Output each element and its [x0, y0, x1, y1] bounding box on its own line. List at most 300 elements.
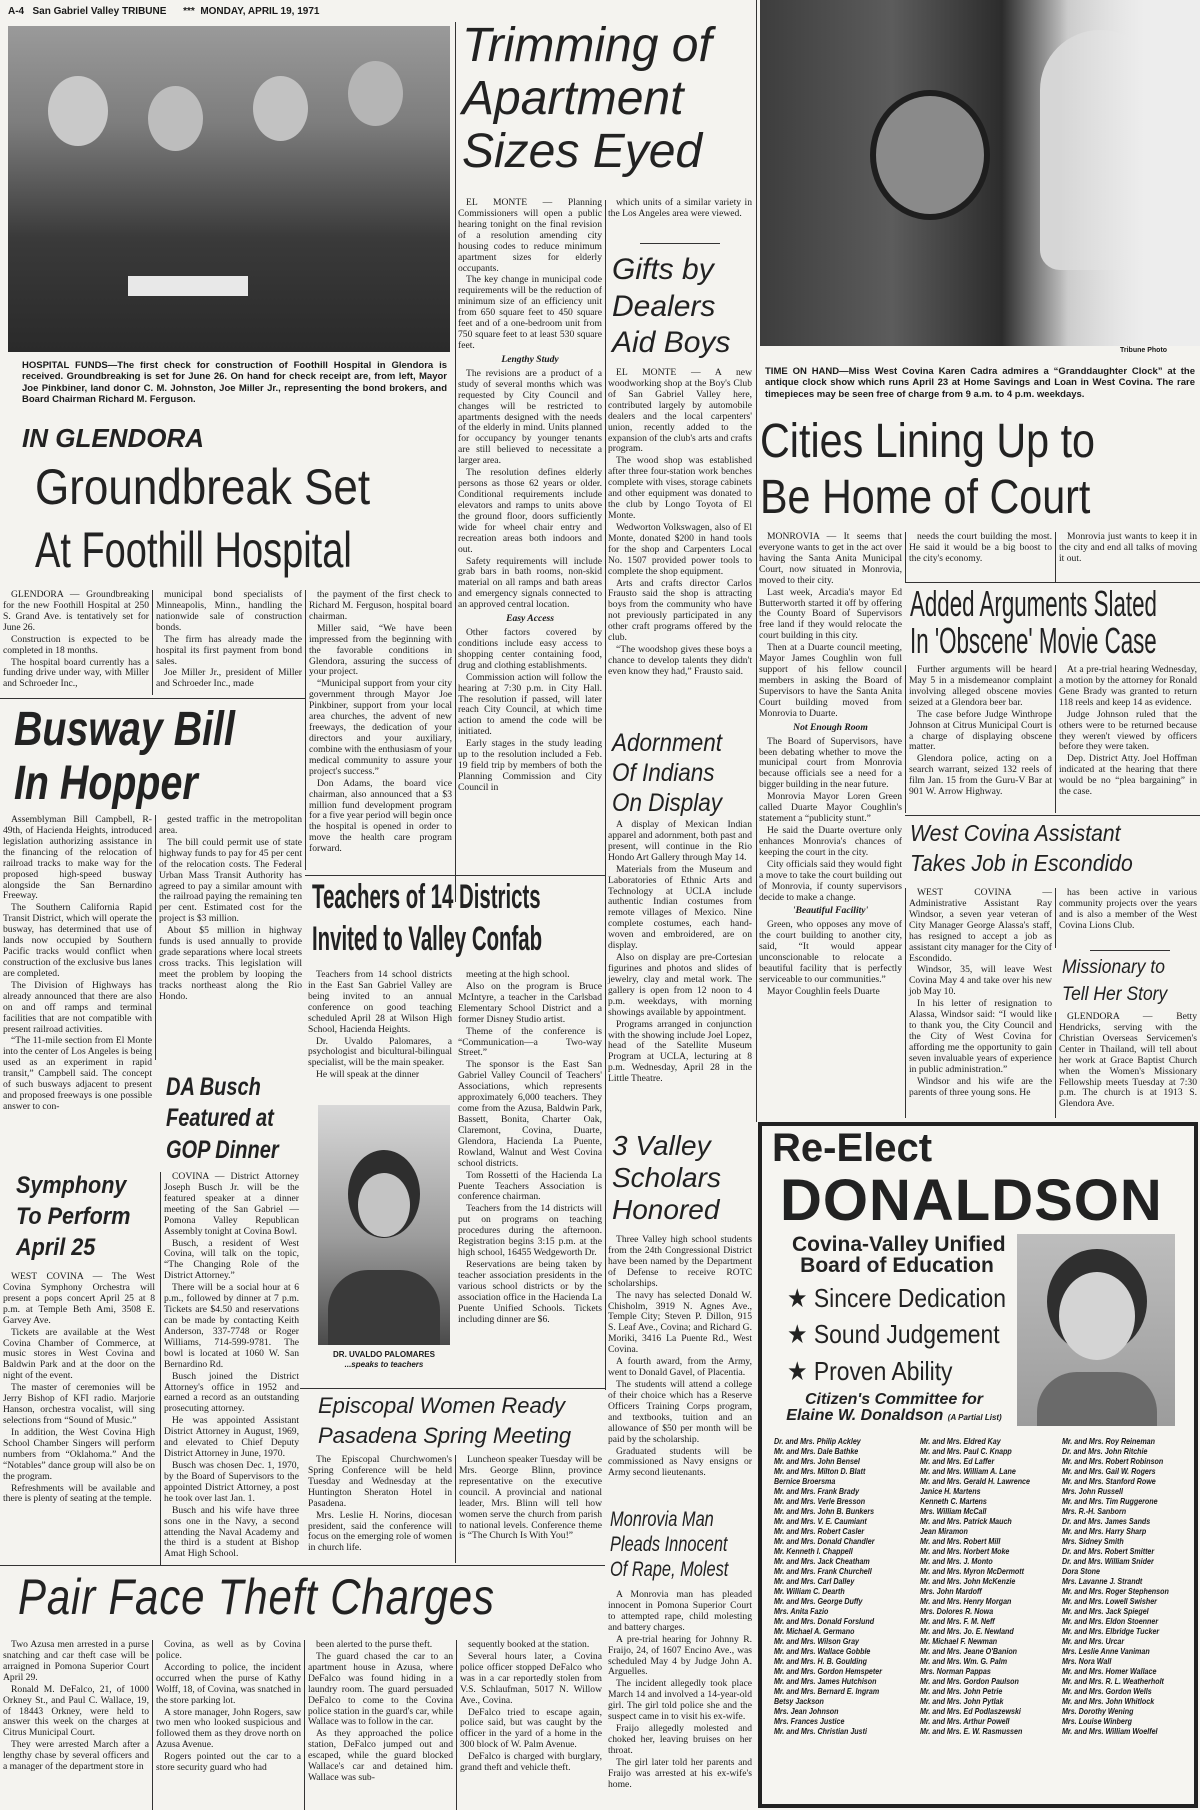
page-number: A-4 — [8, 6, 25, 17]
headline-theft: Pair Face Theft Charges — [18, 1569, 495, 1625]
headline-line: Trimming of — [462, 19, 712, 72]
headline-line: Apartment — [462, 71, 684, 125]
paragraph: A pre-trial hearing for Johnny R. Fraijo, 24, of 1607 Encino Ave., was scheduled May 4 by Judge John A. Arguelles. — [608, 1633, 752, 1678]
headline-windsor: West Covina Assistant — [910, 820, 1121, 846]
paragraph: A store manager, John Rogers, saw two men who looked suspicious and followed them as they drove north on Azusa Avenue. — [156, 1706, 301, 1751]
supporter-name: Mr. and Mrs. Roy Reineman — [1062, 1436, 1155, 1446]
article-column — [305, 1455, 455, 1563]
headline-episcopal: Episcopal Women Ready — [318, 1393, 566, 1418]
paragraph: Mrs. Leslie H. Norins, diocesan president, said the conference will focus on the emerging role of women in church life. — [308, 1509, 452, 1554]
supporter-name: Dr. and Mrs. James Sands — [1062, 1516, 1151, 1526]
supporter-name: Mr. and Mrs. E. W. Rasmussen — [920, 1726, 1023, 1736]
supporter-name: Mr. and Mrs. Urcar — [1062, 1636, 1125, 1646]
supporter-name: Mr. and Mrs. Myron McDermott — [920, 1566, 1025, 1576]
supporter-name: Mr. and Mrs. Gerald H. Lawrence — [920, 1476, 1030, 1486]
paragraph: A fourth award, from the Army, went to Donald Gavel, of Placentia. — [608, 1356, 752, 1379]
paragraph: gested traffic in the metropolitan area. — [159, 815, 302, 836]
supporter-name: Mr. Kenneth I. Chappell — [774, 1546, 853, 1556]
caption-line: ...speaks to teachers — [344, 1359, 424, 1369]
supporter-name: Mr. and Mrs. Elbridge Tucker — [1062, 1626, 1160, 1636]
supporter-name: Mr. and Mrs. Milton D. Blatt — [774, 1466, 866, 1476]
paragraph: Luncheon speaker Tuesday will be Mrs. George Blinn, province representative on the executive council. A provincial and national leader, Mrs. Blinn will tell how women serve the church from parish to national levels. Conference theme is “The Church Is With You!” — [459, 1455, 602, 1542]
headline-line: Tell Her Story — [1062, 983, 1168, 1005]
article-column — [155, 815, 305, 1060]
paragraph: Windsor and his wife are the parents of three young sons. He — [909, 1075, 1052, 1098]
headline-line: Of Rape, Molest — [610, 1558, 729, 1582]
supporter-name: Dr. and Mrs. William Snider — [1062, 1556, 1154, 1566]
paragraph: Fraijo allegedly molested and choked her, leaving bruises on her throat. — [608, 1723, 752, 1756]
paragraph: They were arrested March after a lengthy chase by several officers and a manager of the department store in — [3, 1739, 149, 1773]
headline-cities-2: Be Home of Court — [760, 471, 1091, 524]
paragraph: Teachers from the 14 districts will put on programs on teaching procedures during the afternoon. Registration begins 3:15 p.m. at the high school, 16455 Wedgeworth Dr. — [458, 1203, 602, 1259]
headline-groundbreak: Groundbreak Set — [35, 459, 371, 515]
supporter-name: Mrs. Lavanne J. Strandt — [1062, 1576, 1143, 1586]
paragraph: In addition, the West Covina High School Chamber Singers will perform numbers from “Oklahoma.” And the “Notables” dance group will also be on the program. — [3, 1426, 155, 1482]
headline-teachers: Teachers of 14 Districts — [312, 878, 541, 916]
headline-line: Adornment — [612, 729, 723, 757]
paragraph: WEST COVINA — The West Covina Symphony Orchestra will present a pops concert April 25 at 8 p.m. at Temple Beth Ami, 3508 E. Garvey Ave. — [3, 1272, 155, 1326]
supporter-name: Mr. and Mrs. J. Monto — [920, 1556, 993, 1566]
paragraph: Three Valley high school students from the 24th Congressional District have been named by the Department of Defense to receive ROTC scholarships. — [608, 1235, 752, 1289]
headline-line: On Display — [612, 789, 723, 817]
paragraph: Joe Miller Jr., president of Miller and Schroeder Inc., made — [156, 667, 302, 690]
star-icon: ★ — [787, 1319, 814, 1350]
headline-line: Sizes Eyed — [462, 124, 703, 178]
supporter-name: Mr. and Mrs. Norbert Moke — [920, 1546, 1010, 1556]
paragraph: City officials said they would fight a move to take the court building out of Monrovia, if county supervisors decide to make a change. — [759, 858, 902, 903]
paragraph: In his letter of resignation to Alassa, Windsor said: “I would like to thank you, the City Council and the City of West Covina for affording me the opportunity to gain seven invaluable years of experience in public administration.” — [909, 998, 1052, 1075]
supporter-list — [1062, 1436, 1169, 1736]
article-column — [605, 198, 755, 238]
supporter-name: Mr. and Mrs. Christian Justi — [774, 1726, 867, 1736]
paragraph: Judge Johnson ruled that the others were to be returned because they weren't viewed by officers before they were taken. — [1059, 708, 1197, 753]
supporter-name: Mr. and Mrs. Tim Ruggerone — [1062, 1496, 1158, 1506]
article-column — [304, 1640, 456, 1810]
headline-scholars — [612, 1130, 721, 1227]
ad-point-text: Sincere Dedication — [813, 1283, 1006, 1313]
paragraph: Materials from the Museum and Laboratories of Ethnic Arts and Technology at UCLA include authentic Indian costumes from remote villages of Mexico. Nine complete costumes, each hand-woven and embroidered, are on display. — [608, 863, 752, 952]
article-column — [1055, 532, 1200, 582]
paragraph: As they approached the police station, DeFalco jumped out and escaped, while the guard blocked Wallace's car and detained him. Wallace was sub- — [308, 1728, 453, 1784]
supporter-name: Mrs. Nora Wall — [1062, 1656, 1112, 1666]
supporter-name: Mr. and Mrs. Gordon Hemspeter — [774, 1666, 882, 1676]
headline-line: Honored — [612, 1194, 720, 1226]
headline-cities: Cities Lining Up to — [760, 415, 1095, 468]
supporter-name: Mr. and Mrs. Frank Brady — [774, 1486, 860, 1496]
paragraph: Arts and crafts director Carlos Frausto said the shop is attracting boys from the community who have not previously participated in any other craft programs offered by the club. — [608, 577, 752, 644]
clock-photo-caption: TIME ON HAND—Miss West Covina Karen Cadra admires a “Granddaughter Clock” at the antique clock show which runs April 23 at Home Savings and Loan in West Covina. The rare timepieces may be seen free of charge from 9 a.m. to 4 p.m. weekdays. — [765, 366, 1195, 400]
paragraph: The firm has already made the hospital its first payment from bond sales. — [156, 633, 302, 667]
paragraph: The master of ceremonies will be Jerry Bishop of KFI radio. Marjorie Hanson, orchestra vocalist, will sing selections from “Sound of Music.” — [3, 1382, 155, 1426]
supporter-name: Kenneth C. Martens — [920, 1496, 987, 1506]
paragraph: Reservations are being taken by teacher association presidents in the various school districts or by the association office in the Hacienda La Puente Unified Schools. Tickets including dinner are $6. — [458, 1258, 602, 1325]
paragraph: The navy has selected Donald W. Chisholm, 3919 N. Agnes Ave., Temple City; Steven P. Dillon, 915 S. Leaf Ave., Covina; and Richard G. Moriki, 3416 La Puente Rd., West Covina. — [608, 1289, 752, 1356]
ad-reelect: Re-Elect — [772, 1126, 933, 1170]
article-column — [905, 532, 1055, 582]
headline-obscene-2: In 'Obscene' Movie Case — [910, 620, 1157, 661]
supporter-name: Mr. and Mrs. H. B. Goulding — [774, 1656, 867, 1666]
supporter-name: Mr. and Mrs. Paul C. Knapp — [920, 1446, 1012, 1456]
supporter-name: Mr. and Mrs. Ed Podlaszewski — [920, 1706, 1021, 1716]
photo-credit: Tribune Photo — [1120, 347, 1168, 354]
supporter-name: Mr. and Mrs. George Duffy — [774, 1596, 863, 1606]
headline-symphony — [16, 1170, 130, 1264]
paragraph: The hospital board currently has a funding drive under way, with Miller and Schroeder Inc., — [3, 656, 149, 690]
paragraph: Also on display are pre-Cortesian figurines and photos and slides of jewelry, clay and metal work. The gallery is open from 12 noon to 4 p.m. weekdays, with morning showings available by appointment. — [608, 952, 752, 1018]
paragraph: MONROVIA — It seems that everyone wants to get in the act over having the Santa Anita Municipal Court, now situated in Monrovia, moved to their city. — [759, 532, 902, 586]
paragraph: Windsor, 35, will leave West Covina May 4 and take over his new job May 10. — [909, 964, 1052, 998]
paragraph: has been active in various community projects over the years and is also a member of the West Covina Lions Club. — [1059, 888, 1197, 931]
section-rule — [305, 875, 605, 876]
ad-committee-line: Elaine W. Donaldson — [786, 1407, 944, 1424]
article-column — [0, 1640, 152, 1810]
paragraph: The Division of Highways has already announced that there are also on and off ramps and terminal facilities that are not compatible with present railroad activities. — [3, 979, 152, 1035]
headline-gifts — [612, 252, 730, 362]
palomares-portrait — [318, 1105, 450, 1345]
article-column — [605, 1590, 755, 1810]
headline-line: Dealers — [612, 289, 716, 323]
ad-board — [792, 1233, 1006, 1277]
paragraph: The Episcopal Churchwomen's Spring Conference will be held Tuesday and Wednesday at the Huntington Sheraton Hotel in Pasadena. — [308, 1455, 452, 1509]
headline-line: April 25 — [16, 1234, 96, 1262]
supporter-name: Mrs. Leslie Anne Vaniman — [1062, 1646, 1150, 1656]
paragraph: Two Azusa men arrested in a purse snatching and car theft case will be arraigned in Pomona Superior Court April 29. — [3, 1640, 149, 1683]
headline-line: Scholars — [612, 1162, 721, 1194]
supporter-name: Mr. and Mrs. Gail W. Rogers — [1062, 1466, 1156, 1476]
paragraph: Covina, as well as by Covina police. — [156, 1640, 301, 1661]
supporter-name: Mr. and Mrs. Robert Mill — [920, 1536, 1001, 1546]
supporter-list — [920, 1436, 1030, 1736]
paragraph: A Monrovia man has pleaded innocent in Pomona Superior Court to attempted rape, child molesting and battery charges. — [608, 1590, 752, 1633]
section-rule — [640, 243, 720, 244]
supporter-name: Dr. and Mrs. Philip Ackley — [774, 1436, 861, 1446]
supporter-name: Mrs. Norman Pappas — [920, 1666, 991, 1676]
supporter-name: Mr. and Mrs. Harry Sharp — [1062, 1526, 1147, 1536]
supporter-name: Mrs. Jean Johnson — [774, 1706, 839, 1716]
article-column — [1055, 888, 1200, 948]
paragraph: Rogers pointed out the car to a store security guard who had — [156, 1751, 301, 1774]
paragraph: He was appointed Assistant District Attorney in August, 1969, and elevated to Chief Deputy District Attorney in June, 1970. — [164, 1415, 299, 1460]
paragraph: Refreshments will be available and there is plenty of seating at the temple. — [3, 1482, 155, 1505]
supporter-name: Mr. and Mrs. Jack Spiegel — [1062, 1606, 1149, 1616]
headline-line: Gifts by — [612, 253, 714, 286]
supporter-name: Mr. and Mrs. F. M. Neff — [920, 1616, 995, 1626]
headline-trimming — [462, 20, 712, 178]
subheading: Lengthy Study — [501, 353, 559, 365]
supporter-name: Mr. and Mrs. Gordon Paulson — [920, 1676, 1019, 1686]
supporter-name: Dr. and Mrs. John Ritchie — [1062, 1446, 1148, 1456]
supporter-name: Mr. and Mrs. Roger Stephenson — [1062, 1586, 1169, 1596]
supporter-name: Mr. Michael A. Germano — [774, 1626, 855, 1636]
headline-da-busch — [166, 1072, 279, 1166]
subheading: 'Beautiful Facility' — [792, 905, 869, 917]
paragraph: Further arguments will be heard May 5 in a misdemeanor complaint involving alleged obscene movies seized at a Glendora beer bar. — [909, 665, 1052, 708]
supporter-name: Mrs. Frances Justice — [774, 1716, 845, 1726]
paragraph: The Southern California Rapid Transit District, which will operate the busway, has determined that use of lands now occupied by Southern Pacific tracks would conflict when construction of the exclusive bus lanes are completed. — [3, 902, 152, 979]
article-column — [455, 970, 605, 1385]
article-column — [905, 665, 1055, 813]
paragraph: DeFalco is charged with burglary, grand theft and vehicle theft. — [460, 1751, 602, 1774]
supporter-name: Mr. and Mrs. Jeane O'Banion — [920, 1646, 1018, 1656]
paragraph: The sponsor is the East San Gabriel Valley Council of Teachers' Associations, which represents approximately 6,000 teachers. They come from the Azusa, Baldwin Park, Bassett, Bonita, Charter Oak, Claremont, Covina, Duarte, Glendora, Hacienda La Puente, Rowland, Walnut and West Covina school districts. — [458, 1059, 602, 1169]
paragraph: Teachers from 14 school districts in the East San Gabriel Valley are being invited to an annual conference on good teaching scheduled April 28 at Wilson High School, Hacienda Heights. — [308, 970, 452, 1035]
paragraph: “The woodshop gives these boys a chance to develop talents they didn't even know they had,” Frausto said. — [608, 644, 752, 677]
paragraph: Safety requirements will include grab bars in bath rooms, non-skid material on all ramps and bath areas and emergency signals connected to an approved central location. — [458, 555, 602, 611]
hospital-photo-caption: HOSPITAL FUNDS—The first check for construction of Foothill Hospital in Glendora is received. Groundbreaking is set for June 26. On hand for check receipt are, from left, Mayor Joe Pinkbiner, land donor C. M. Johnston, Joe Miller Jr., representing the bond brokers, and Board Chairman Richard M. Ferguson. — [22, 360, 447, 406]
supporter-name: Mr. and Mrs. John B. Bunkers — [774, 1506, 875, 1516]
paragraph: According to police, the incident occurred when the purse of Kathy Wolff, 18, of Covina, was snatched in the store parking lot. — [156, 1661, 301, 1706]
paragraph: Programs arranged in conjunction with the showing include Joel Lopez, head of the Satellite Museum Program at UCLA, lecturing at 8 p.m. Wednesday, April 28 in the Little Theatre. — [608, 1018, 752, 1085]
paragraph: Busch was chosen Dec. 1, 1970, by the Board of Supervisors to the appointed District Attorney, a post he took over last Jan. 1. — [164, 1459, 299, 1504]
supporter-name: Dora Stone — [1062, 1566, 1100, 1576]
edition-stars: *** — [183, 6, 195, 17]
section-rule — [0, 1565, 605, 1566]
supporter-name: Mrs. R.-H. Sanborn — [1062, 1506, 1127, 1516]
paragraph: Busch and his wife have three sons one in the Navy, a second attending the Naval Academy and the third is a student at Bishop Amat High School. — [164, 1504, 299, 1560]
article-column — [605, 1235, 755, 1500]
supporter-name: Mrs. John Mardoff — [920, 1586, 982, 1596]
paragraph: Theme of the conference is “Communication—a Two-way Street.” — [458, 1025, 602, 1059]
supporter-name: Mr. and Mrs. Wallace Gobble — [774, 1646, 871, 1656]
headline-line: Featured at — [166, 1104, 274, 1133]
section-rule — [905, 815, 1200, 816]
section-rule — [1090, 950, 1170, 951]
headline-line: Aid Boys — [612, 326, 731, 360]
supporter-name: Mr. and Mrs. William A. Lane — [920, 1466, 1016, 1476]
ad-point — [787, 1353, 1006, 1389]
headline-line: Of Indians — [612, 759, 715, 787]
paragraph: meeting at the high school. — [466, 970, 570, 980]
paragraph: Construction is expected to be completed in 18 months. — [3, 633, 149, 656]
paragraph: Commission action will follow the hearing at 7:30 p.m. in City Hall. The resolution if passed, will later reach City Council, at which time action to amend the code will be initiated. — [458, 671, 602, 738]
article-column — [152, 590, 305, 695]
supporter-name: Mr. and Mrs. Carl Dalley — [774, 1576, 855, 1586]
supporter-name: Mrs. Anita Fazio — [774, 1606, 829, 1616]
article-column — [1055, 665, 1200, 813]
supporter-name: Mr. and Mrs. Ed Laffer — [920, 1456, 995, 1466]
paragraph: been alerted to the purse theft. — [316, 1640, 433, 1650]
paragraph: Graduated students will be commissioned as Navy ensigns or Army second lieutenants. — [608, 1445, 752, 1479]
article-column — [0, 815, 155, 1160]
paragraph: WEST COVINA — Administrative Assistant Ray Windsor, a seven year veteran of City Manager George Alassa's staff, has resigned to accept a job as assistant city manager for the City of Escondido. — [909, 888, 1052, 964]
headline-line: Monrovia Man — [610, 1508, 714, 1531]
paragraph: Busch, a resident of West Covina, will talk on the topic, “The Changing Role of the District Attorney.” — [164, 1237, 299, 1282]
paragraph: The resolution defines elderly persons as those 62 years or older. Conditional requirements include elevators and ramps to units above the ground floor, doors sufficiently wide for wheel chair entry and recreation areas both indoors and out. — [458, 467, 602, 555]
star-icon: ★ — [787, 1283, 814, 1313]
headline-line: GOP Dinner — [166, 1135, 279, 1164]
supporter-name: Mr. and Mrs. R. L. Weatherholt — [1062, 1676, 1164, 1686]
article-column — [905, 888, 1055, 1118]
subheading: Not Enough Room — [793, 721, 868, 733]
headline-groundbreak-2: At Foothill Hospital — [35, 522, 352, 578]
paragraph: Other factors covered by conditions include easy access to shopping center containing food, drug and clothing establishments. — [458, 627, 602, 671]
paragraph: The guard chased the car to an apartment house in Azusa, where DeFalco was found hiding in a laundry room. The guard persuaded DeFalco to come to the Covina police station in the guard's car, while Wallace was to follow in the car. — [308, 1650, 453, 1728]
section-rule — [0, 698, 305, 699]
paragraph: Early stages in the study leading up to the resolution included a Feb. 19 field trip by members of both the Planning Commission and City Council in — [458, 738, 602, 793]
supporter-name: Bernice Broersma — [774, 1476, 836, 1486]
supporter-name: Mr. and Mrs. Arthur Powell — [920, 1716, 1010, 1726]
supporter-name: Mr. Michael F. Newman — [920, 1636, 998, 1646]
paragraph: Green, who opposes any move of the court building to another city, said, “It would appear unconscionable to relocate a beautiful facility that is perfectly serviceable to our communities.” — [759, 919, 902, 985]
paragraph: Mayor Coughlin feels Duarte — [767, 985, 880, 997]
supporter-name: Mr. and Mrs. Dale Bathke — [774, 1446, 859, 1456]
paragraph: Dr. Uvaldo Palomares, a psychologist and bicultural-bilingual specialist, will be the main speaker. — [308, 1035, 452, 1069]
paragraph: “Municipal support from your city government through Mayor Joe Pinkbiner, support from your local area churches, the advent of new freeways, the dedication of your directors and your auxiliary, combine with the enthusiasm of your medical community to assure your project's success.” — [309, 678, 452, 777]
ad-partial-note: (A Partial List) — [947, 1413, 1002, 1422]
paragraph: EL MONTE — A new woodworking shop at the Boy's Club of San Gabriel Valley here, contributed largely by automobile dealers and the local carpenters' union, recently added to the expansion of the club's arts and crafts program. — [608, 368, 752, 455]
supporter-name: Mrs. Dorothy Wening — [1062, 1706, 1134, 1716]
paragraph: Also on the program is Bruce McIntyre, a teacher in the Carlsbad Elementary School District and a former Disney Studio artist. — [458, 980, 602, 1025]
supporter-name: Mr. and Mrs. Donald Chandler — [774, 1536, 875, 1546]
paragraph: The bill could permit use of state highway funds to pay for 45 per cent of the relocation costs. The Federal Urban Mass Transit Authority has agreed to pay a similar amount with the railroad paying the remaining ten per cent. Estimated cost for the project is $3 million. — [159, 836, 302, 925]
supporter-name: Mr. William C. Dearth — [774, 1586, 845, 1596]
paragraph: Last week, Arcadia's mayor Ed Butterworth started it off by offering the County Board of Supervisors free land if they would relocate the court building in this city. — [759, 586, 902, 642]
paragraph: At a pre-trial hearing Wednesday, a motion by the attorney for Ronald Gene Brady was granted to return 118 reels and keep 14 as evidence. — [1059, 665, 1197, 708]
ad-candidate-name: DONALDSON — [780, 1168, 1163, 1233]
supporter-name: Mr. and Mrs. John McKenzie — [920, 1576, 1016, 1586]
palomares-caption — [318, 1350, 450, 1369]
supporter-name: Mr. and Mrs. Jack Cheatham — [774, 1556, 870, 1566]
headline-line: Pleads Innocent — [610, 1533, 728, 1557]
paragraph: sequently booked at the station. — [468, 1640, 590, 1650]
ad-points — [787, 1280, 1006, 1389]
clock-show-photo — [760, 0, 1200, 346]
ad-org-line: Covina-Valley Unified — [792, 1233, 1006, 1256]
supporter-name: Mr. and Mrs. Bernard E. Ingram — [774, 1686, 880, 1696]
supporter-name: Mr. and Mrs. Wilson Gray — [774, 1636, 859, 1646]
headline-windsor-2: Takes Job in Escondido — [910, 850, 1133, 876]
paragraph: EL MONTE — Planning Commissioners will open a public hearing tonight on the final revision of a resolution amending city housing codes to reduce minimum apartment sizes for elderly occupants. — [458, 198, 602, 274]
supporter-name: Mr. and Mrs. John Petrie — [920, 1686, 1003, 1696]
paragraph: The incident allegedly took place March 14 and involved a 14-year-old girl. The girl told police she and the suspect came in to visit his ex-wife. — [608, 1678, 752, 1723]
supporter-name: Dr. and Mrs. Robert Smitter — [1062, 1546, 1155, 1556]
paragraph: municipal bond specialists of Minneapolis, Minn., handling the nationwide sale of construction bonds. — [156, 590, 302, 633]
supporter-name: Mr. and Mrs. Patrick Mauch — [920, 1516, 1012, 1526]
supporter-name: Mr. and Mrs. Wm. G. Palm — [920, 1656, 1008, 1666]
paper-name: San Gabriel Valley TRIBUNE — [32, 6, 167, 17]
article-column — [0, 590, 152, 695]
paragraph: The case before Judge Winthrope Johnson at Citrus Municipal Court is a charge of displaying obscene matter. — [909, 708, 1052, 753]
supporter-name: Mr. and Mrs. John Bensel — [774, 1456, 860, 1466]
supporter-name: Mrs. Sidney Smith — [1062, 1536, 1124, 1546]
supporter-name: Mr. and Mrs. Robert Robinson — [1062, 1456, 1164, 1466]
issue-date: MONDAY, APRIL 19, 1971 — [200, 6, 320, 17]
supporter-list — [774, 1436, 882, 1736]
paragraph: A display of Mexican Indian apparel and adornment, both past and present, will continue in the Rio Hondo Art Gallery through May 14. — [608, 820, 752, 863]
headline-line: Missionary to — [1062, 957, 1165, 978]
paragraph: The girl later told her parents and Fraijo was arrested at his ex-wife's home. — [608, 1756, 752, 1790]
paragraph: DeFalco tried to escape again, police said, but was caught by the officer in the yard of a home in the 300 block of W. Palm Avenue. — [460, 1706, 602, 1751]
subheading: Easy Access — [506, 613, 554, 625]
supporter-name: Mr. and Mrs. Lowell Swisher — [1062, 1596, 1157, 1606]
paragraph: Monrovia Mayor Loren Green called Duarte Mayor Coughlin's statement a “publicity stunt.” — [759, 791, 902, 825]
headline-teachers-2: Invited to Valley Confab — [312, 920, 543, 958]
paragraph: The revisions are a product of a study of several months which was requested by City Council and changes will be restricted to apartments designed with the needs of the elderly in mind. Units planned for occupancy by younger tenants are still believed to necessitate a larger area. — [458, 367, 602, 467]
caption-line: DR. UVALDO PALOMARES — [333, 1350, 435, 1359]
supporter-name: Mrs. William McCall — [920, 1506, 987, 1516]
article-column — [305, 970, 455, 1100]
paragraph: Don Adams, the board vice chairman, also announced that a $3 million fund development program for a five year period will begin once the hospital is opened in order to move the health care program forward. — [309, 777, 452, 855]
ad-point — [787, 1280, 1006, 1316]
paragraph: The Board of Supervisors, have been debating whether to move the municipal court from Monrovia because officials see a need for a bigger building in the near future. — [759, 735, 902, 791]
headline-obscene: Added Arguments Slated — [910, 583, 1157, 624]
paragraph: which units of a similar variety in the Los Angeles area were viewed. — [608, 198, 752, 219]
supporter-name: Mr. and Mrs. Verle Bresson — [774, 1496, 866, 1506]
paragraph: Glendora police, acting on a search warrant, seized 132 reels of film Jan. 15 from the Guru-V Bar at 901 W. Arrow Highway. — [909, 753, 1052, 798]
paragraph: Assemblyman Bill Campbell, R-49th, of Hacienda Heights, introduced legislation authorizing assistance in the financing of the relocation of railroad tracks to make way for the proposed high-speed busway alongside the San Bernardino Freeway. — [3, 815, 152, 902]
supporter-name: Mr. and Mrs. Eldred Kay — [920, 1436, 1001, 1446]
article-column — [455, 1455, 605, 1563]
ad-org-line: Board of Education — [800, 1254, 994, 1277]
supporter-name: Mr. and Mrs. James Hutchison — [774, 1676, 877, 1686]
supporter-name: Mr. and Mrs. Jo. E. Newland — [920, 1626, 1014, 1636]
paragraph: There will be a social hour at 6 p.m., followed by dinner at 7 p.m. Tickets are $4.50 and reservations can be made by contacting Keith Anderson, 337-7748 or Roger Williams, 714-599-9781. The bowl is located at 1060 W. San Bernardino Rd. — [164, 1282, 299, 1370]
headline-line: 3 Valley — [612, 1130, 711, 1161]
ad-point-text: Proven Ability — [813, 1355, 953, 1386]
paragraph: Busch joined the District Attorney's office in 1952 and earned a record as an outstanding prosecuting attorney. — [164, 1370, 299, 1415]
kicker-in-glendora: IN GLENDORA — [22, 423, 204, 453]
headline-missionary — [1062, 955, 1167, 1008]
article-column — [1055, 1012, 1200, 1118]
supporter-name: Mr. and Mrs. Henry Morgan — [920, 1596, 1012, 1606]
supporter-name: Mr. and Mrs. John Whitlock — [1062, 1696, 1155, 1706]
ad-point — [787, 1316, 1006, 1352]
article-column — [756, 532, 905, 1120]
donaldson-portrait — [1017, 1234, 1175, 1426]
paragraph: GLENDORA — Betty Hendricks, serving with the Christian Overseas Servicemen's Center in Thailand, will tell about her work at Grace Baptist Church when the Women's Missionary Fellowship meets Tuesday at 7:30 p.m. The church is at 1913 S. Glendora Ave. — [1059, 1012, 1197, 1110]
ad-committee-line: Citizen's Committee for — [804, 1391, 984, 1408]
paragraph: The students will attend a college of their choice which has a Reserve Officers Training Corps program, and textbooks, tuition and an allowance of $50 per month will be paid by the scholarship. — [608, 1378, 752, 1445]
star-icon: ★ — [787, 1355, 814, 1386]
article-column — [455, 198, 605, 873]
headline-monrovia-man — [610, 1507, 728, 1583]
headline-line: To Perform — [16, 1203, 131, 1231]
paragraph: Several hours later, a Covina police officer stopped DeFalco who was in a car reportedly stolen from V.S. Schlaufman, 5017 N. Willow Ave., Covina. — [460, 1650, 602, 1706]
supporter-name: Jean Miramon — [920, 1526, 968, 1536]
donaldson-campaign-ad — [758, 1122, 1198, 1808]
supporter-name: Janice H. Martens — [920, 1486, 981, 1496]
paragraph: Ronald M. DeFalco, 21, of 1000 Orkney St., and Paul C. Wallace, 19, of 18443 Orkney, were held to answer this week on the charges at Citrus Municipal Court. — [3, 1683, 149, 1739]
headline-busway: Busway Bill — [14, 703, 235, 756]
paragraph: The wood shop was established after three four-station work benches complete with vises, storage cabinets and other equipment was donated to the club by Longo Toyota of El Monte. — [608, 455, 752, 521]
supporter-name: Betsy Jackson — [774, 1696, 824, 1706]
supporter-name: Mrs. Dolores R. Nowa — [920, 1606, 994, 1616]
paragraph: Then at a Duarte council meeting, Mayor James Coughlin won full support of his fellow council members in asking the Board of Supervisors to have the Santa Anita Court building moved from Monrovia to Duarte. — [759, 642, 902, 719]
supporter-name: Mr. and Mrs. Frank Churchell — [774, 1566, 872, 1576]
article-column — [305, 590, 455, 870]
headline-adornment — [612, 728, 722, 818]
supporter-name: Mrs. John Russell — [1062, 1486, 1123, 1496]
paragraph: Monrovia just wants to keep it in the city and end all talks of moving it out. — [1059, 532, 1197, 564]
paragraph: Tickets are available at the West Covina Chamber of Commerce, at music stores in West Covina and Baldwin Park and at the door on the night of the event. — [3, 1326, 155, 1382]
paragraph: The key change in municipal code requirements will be the reduction of minimum size of an efficiency unit from 650 square feet to 450 square feet and of a one-bedroom unit from 750 square feet to at least 530 square feet. — [458, 274, 602, 351]
paragraph: COVINA — District Attorney Joseph Busch Jr. will be the featured speaker at a dinner meeting of the San Gabriel — Pomona Valley Republican Assembly tonight at Covina Bowl. — [164, 1172, 299, 1237]
hospital-check-photo — [8, 26, 450, 352]
article-column — [160, 1172, 302, 1565]
section-rule — [300, 1388, 605, 1389]
article-column — [152, 1640, 304, 1810]
headline-line: DA Busch — [166, 1073, 261, 1101]
supporter-name: Mr. and Mrs. Eldon Stoenner — [1062, 1616, 1159, 1626]
ad-committee — [784, 1392, 1004, 1424]
supporter-name: Mr. and Mrs. Robert Casler — [774, 1526, 865, 1536]
article-column — [605, 820, 755, 1120]
paragraph: Miller said, “We have been impressed from the beginning with the favorable conditions in Glendora, assuring the success of your project. — [309, 622, 452, 678]
article-column — [605, 368, 755, 720]
headline-busway-2: In Hopper — [14, 757, 198, 810]
supporter-name: Mr. and Mrs. John Pytlak — [920, 1696, 1004, 1706]
headline-episcopal-2: Pasadena Spring Meeting — [318, 1423, 572, 1448]
